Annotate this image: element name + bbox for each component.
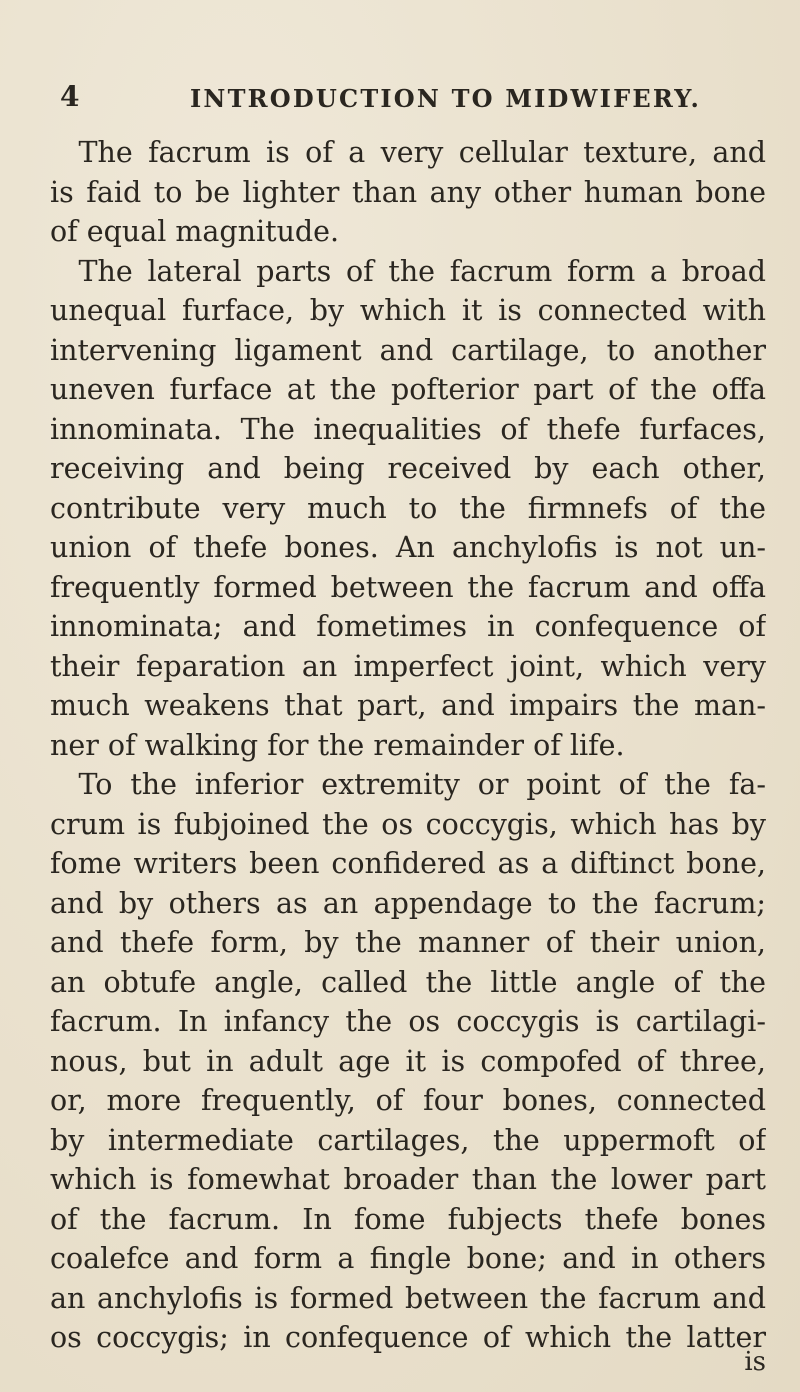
running-head: [50, 80, 780, 120]
text-line: fome writers been confidered as a diftinct bone,: [50, 847, 766, 880]
text-line: nous, but in adult age it is compofed of three,: [50, 1044, 766, 1078]
text-line: ner of walking for the remainder of life.: [50, 728, 625, 762]
text-line: much weakens that part, and impairs the man-: [50, 689, 766, 722]
text-line: union of thefe bones. An anchylofis is not un-: [50, 531, 766, 564]
text-line: crum is fubjoined the os coccygis, which has by: [50, 807, 766, 841]
text-line: their feparation an imperfect joint, which very: [50, 649, 766, 683]
text-line: facrum. In infancy the os coccygis is cartilagi-: [50, 1005, 766, 1038]
text-line: uneven furface at the pofterior part of the offa: [50, 373, 766, 406]
text-line: unequal furface, by which it is connected with: [50, 294, 766, 327]
text-line: To the inferior extremity or point of the fa-: [50, 768, 766, 801]
text-line: innominata; and fometimes in confequence of: [50, 610, 766, 643]
catchword: is: [744, 1347, 766, 1377]
text-line: os coccygis; in confequence of which the latter: [50, 1321, 766, 1354]
text-line: and by others as an appendage to the facrum;: [50, 886, 766, 920]
text-line: an obtufe angle, called the little angle of the: [50, 965, 766, 999]
text-line: frequently formed between the facrum and offa: [50, 570, 766, 604]
text-line: of equal magnitude.: [50, 215, 340, 248]
text-line: which is fomewhat broader than the lower part: [50, 1163, 766, 1196]
text-line: coalefce and form a fingle bone; and in others: [50, 1242, 766, 1275]
body-text: [50, 133, 766, 1358]
text-line: intervening ligament and cartilage, to another: [50, 333, 766, 367]
text-line: an anchylofis is formed between the facrum and: [50, 1281, 766, 1315]
page-title: INTRODUCTION TO MIDWIFERY.: [190, 84, 702, 113]
text-line: of the facrum. In fome fubjects thefe bones: [50, 1202, 766, 1236]
text-line: The facrum is of a very cellular texture, and: [50, 136, 766, 169]
text-line: and thefe form, by the manner of their union,: [50, 926, 766, 959]
page-number: 4: [60, 80, 81, 113]
text-line: by intermediate cartilages, the uppermoft of: [50, 1123, 766, 1157]
text-line: receiving and being received by each other,: [50, 452, 766, 485]
text-line: is faid to be lighter than any other human bone: [50, 175, 766, 209]
text-line: contribute very much to the firmnefs of the: [50, 491, 766, 525]
text-line: The lateral parts of the facrum form a broad: [50, 254, 766, 288]
catchword-row: [50, 1347, 766, 1383]
text-line: innominata. The inequalities of thefe furfaces,: [50, 412, 766, 446]
text-line: or, more frequently, of four bones, connected: [50, 1084, 766, 1117]
